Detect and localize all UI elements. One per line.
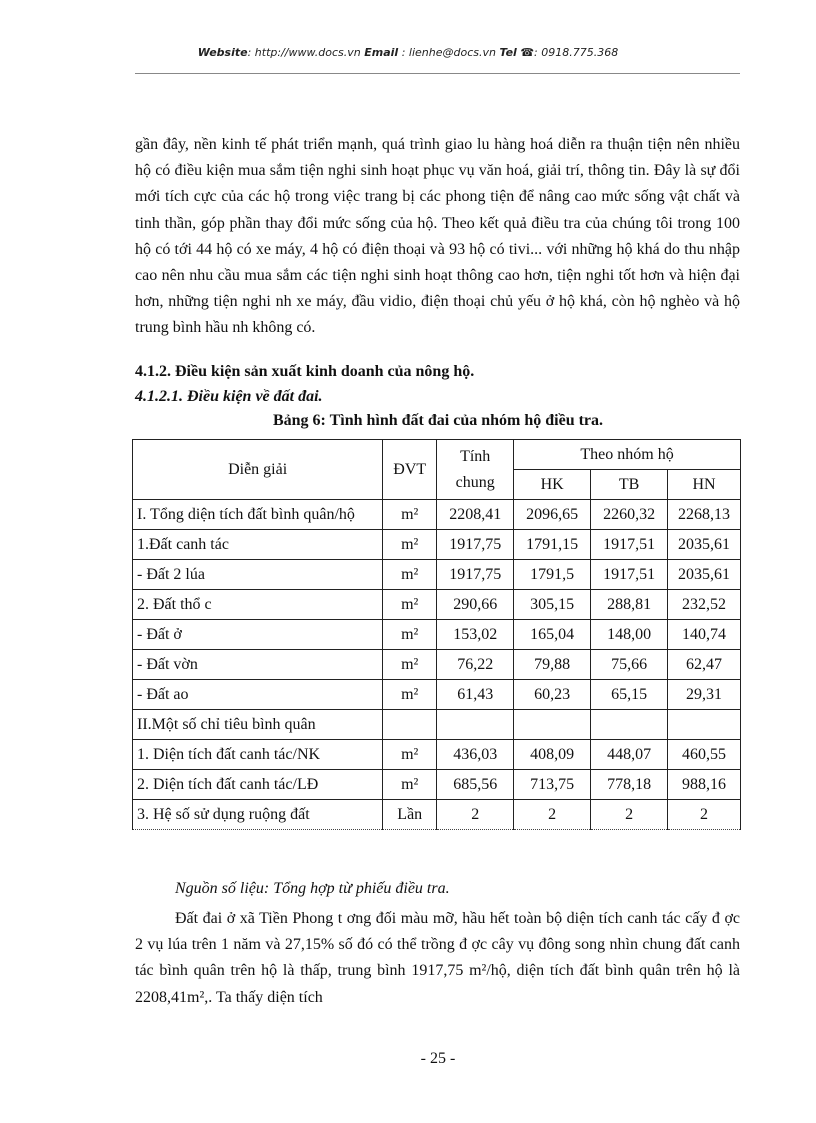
cell-total: 61,43 [437, 680, 514, 710]
table-row [133, 800, 741, 830]
cell-total: 2208,41 [437, 500, 514, 530]
table-row [133, 740, 741, 770]
cell-label: 3. Hệ số sử dụng ruộng đất [133, 800, 383, 830]
cell-hk: 60,23 [514, 680, 591, 710]
cell-hn: 2035,61 [668, 530, 741, 560]
table-row [133, 560, 741, 590]
table-row [133, 650, 741, 680]
header-hk: HK [514, 470, 591, 500]
cell-hn: 140,74 [668, 620, 741, 650]
cell-tb: 1917,51 [591, 530, 668, 560]
cell-hn: 29,31 [668, 680, 741, 710]
cell-total: 1917,75 [437, 530, 514, 560]
cell-hk: 79,88 [514, 650, 591, 680]
table-row [133, 590, 741, 620]
cell-hk: 305,15 [514, 590, 591, 620]
cell-tb: 288,81 [591, 590, 668, 620]
cell-total [437, 710, 514, 740]
cell-label: - Đất ở [133, 620, 383, 650]
cell-total: 290,66 [437, 590, 514, 620]
cell-unit: m² [383, 650, 437, 680]
cell-hn: 2035,61 [668, 560, 741, 590]
header-theo-nhom-ho: Theo nhóm hộ [514, 440, 741, 470]
cell-hk [514, 710, 591, 740]
cell-tb [591, 710, 668, 740]
page-number: - 25 - [420, 1050, 456, 1067]
email-label: Email [364, 46, 399, 59]
cell-unit: m² [383, 770, 437, 800]
cell-total: 1917,75 [437, 560, 514, 590]
cell-unit: m² [383, 530, 437, 560]
table-row [133, 500, 741, 530]
table-row [133, 680, 741, 710]
cell-tb: 778,18 [591, 770, 668, 800]
header-dvt: ĐVT [383, 440, 437, 500]
cell-unit: m² [383, 500, 437, 530]
cell-hk: 165,04 [514, 620, 591, 650]
cell-hn [668, 710, 741, 740]
header-dien-giai: Diễn giải [133, 440, 383, 500]
cell-hn: 2268,13 [668, 500, 741, 530]
cell-tb: 2260,32 [591, 500, 668, 530]
cell-unit: m² [383, 740, 437, 770]
cell-tb: 2 [591, 800, 668, 830]
cell-hk: 2 [514, 800, 591, 830]
cell-hn: 232,52 [668, 590, 741, 620]
email-value: : lienhe@docs.vn [401, 46, 496, 59]
cell-label: 1.Đất canh tác [133, 530, 383, 560]
cell-label: I. Tổng diện tích đất bình quân/hộ [133, 500, 383, 530]
cell-unit: Lần [383, 800, 437, 830]
cell-label: - Đất ao [133, 680, 383, 710]
cell-total: 153,02 [437, 620, 514, 650]
website-value: : http://www.docs.vn [247, 46, 361, 59]
table-row [133, 770, 741, 800]
table-row [133, 530, 741, 560]
cell-total: 76,22 [437, 650, 514, 680]
cell-tb: 65,15 [591, 680, 668, 710]
cell-total: 685,56 [437, 770, 514, 800]
cell-label: - Đất vờn [133, 650, 383, 680]
tel-value: ☎: 0918.775.368 [520, 46, 619, 59]
cell-unit: m² [383, 620, 437, 650]
cell-hn: 62,47 [668, 650, 741, 680]
cell-unit: m² [383, 590, 437, 620]
header-tinh-chung: Tính chung [437, 440, 514, 500]
cell-unit: m² [383, 680, 437, 710]
cell-label: - Đất 2 lúa [133, 560, 383, 590]
cell-hn: 460,55 [668, 740, 741, 770]
cell-hn: 988,16 [668, 770, 741, 800]
body-paragraph-1: gần đây, nền kinh tế phát triển mạnh, quá trình giao lu hàng hoá diễn ra thuận tiện nên nhiều hộ có điều kiện mua sắm tiện nghi sinh hoạt phục vụ văn hoá, giải trí, thông tin. Đây là sự đổi mới tích cực của các hộ trong việc trang bị các phong tiện để nâng cao mức sống vật chất và tinh thần, góp phần thay đổi mức sống của hộ. Theo kết quả điều tra của chúng tôi trong 100 hộ có tới 44 hộ có xe máy, 4 hộ có điện thoại và 93 hộ có tivi... với những hộ khá do thu nhập cao nên nhu cầu mua sắm các tiện nghi sinh hoạt thông cao hơn, tiện nghi tốt hơn và hiện đại hơn, những tiện nghi nh xe máy, đầu vidio, điện thoại chủ yếu ở hộ khá, còn hộ nghèo và hộ trung bình hầu nh không có. [135, 136, 740, 337]
table-row [133, 710, 741, 740]
cell-tb: 1917,51 [591, 560, 668, 590]
cell-label: 1. Diện tích đất canh tác/NK [133, 740, 383, 770]
cell-hk: 2096,65 [514, 500, 591, 530]
cell-label: 2. Diện tích đất canh tác/LĐ [133, 770, 383, 800]
cell-hk: 408,09 [514, 740, 591, 770]
table-row [133, 620, 741, 650]
land-table [132, 439, 741, 830]
header-divider [135, 73, 740, 74]
header-hn: HN [668, 470, 741, 500]
tel-label: Tel [499, 46, 517, 59]
cell-hk: 1791,15 [514, 530, 591, 560]
cell-unit: m² [383, 560, 437, 590]
cell-total: 2 [437, 800, 514, 830]
cell-tb: 448,07 [591, 740, 668, 770]
header-tb: TB [591, 470, 668, 500]
cell-total: 436,03 [437, 740, 514, 770]
cell-label: 2. Đất thổ c [133, 590, 383, 620]
source-note: Nguồn số liệu: Tổng hợp từ phiếu điều tra. [175, 880, 450, 897]
cell-label: II.Một số chỉ tiêu bình quân [133, 710, 383, 740]
page-header [0, 46, 816, 59]
cell-hk: 713,75 [514, 770, 591, 800]
website-label: Website [197, 46, 248, 59]
cell-hn: 2 [668, 800, 741, 830]
cell-tb: 148,00 [591, 620, 668, 650]
body-paragraph-2: Đất đai ở xã Tiền Phong t ơng đối màu mỡ, hầu hết toàn bộ diện tích canh tác cấy đ ợc 2 vụ lúa trên 1 năm và 27,15% số đó có thể trồng đ ợc cây vụ đông song nhìn chung đất canh tác bình quân trên hộ là thấp, trung bình 1917,75 m²/hộ, diện tích đất bình quân trên hộ là 2208,41m²,. Ta thấy diện tích [135, 910, 740, 1006]
table-caption: Bảng 6: Tình hình đất đai của nhóm hộ điều tra. [272, 412, 604, 429]
cell-tb: 75,66 [591, 650, 668, 680]
cell-hk: 1791,5 [514, 560, 591, 590]
cell-unit [383, 710, 437, 740]
section-heading: 4.1.2. Điều kiện sản xuất kinh doanh của nông hộ. [135, 363, 475, 380]
subsection-heading: 4.1.2.1. Điều kiện về đất đai. [135, 388, 323, 405]
